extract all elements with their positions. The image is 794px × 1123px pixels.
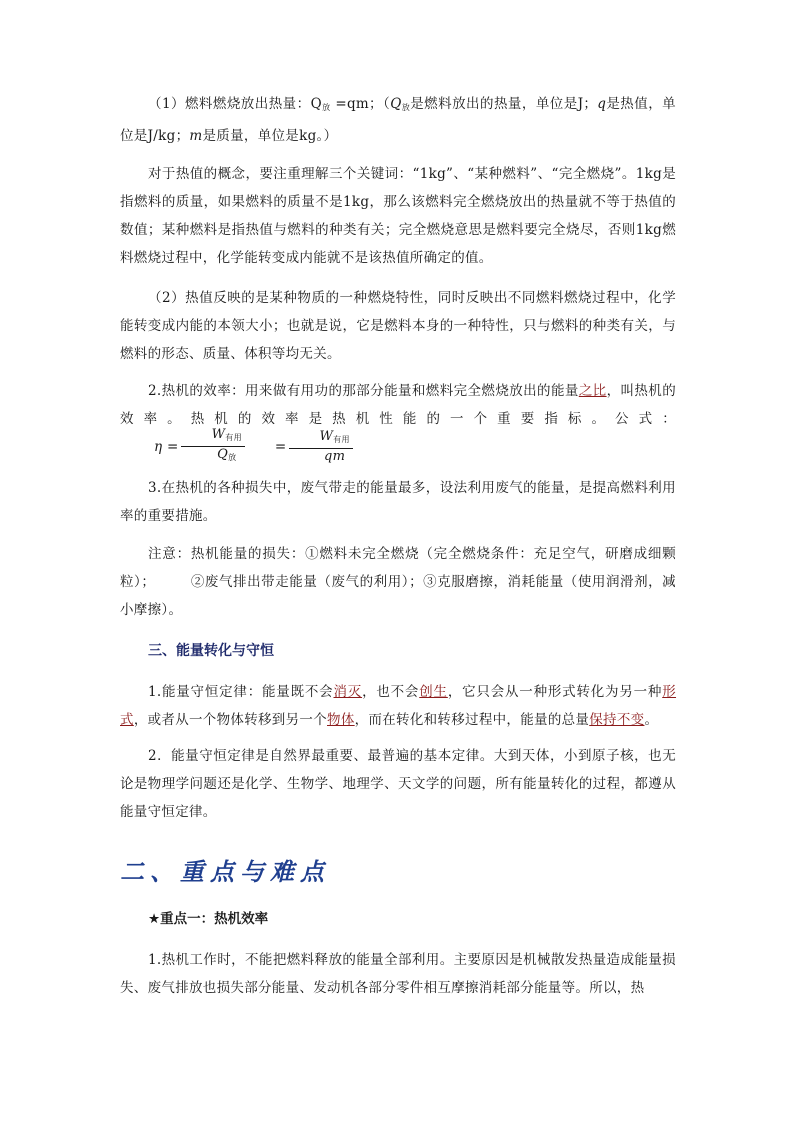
paragraph-fuel-heat — [120, 90, 676, 150]
fraction-w-over-qm — [289, 429, 353, 465]
underlined-term: 物体 — [327, 712, 355, 728]
subscript: 放 — [321, 103, 331, 112]
text: ，它只会从一种形式转化为另一种 — [447, 684, 663, 700]
section-three-title: 三、能量转化与守恒 — [148, 643, 274, 659]
subscript: 有用 — [333, 434, 350, 444]
paragraph-note-losses — [120, 540, 676, 624]
underlined-term: 形式 — [120, 684, 677, 728]
w-symbol: W — [211, 427, 226, 442]
eta-symbol: η = — [154, 438, 179, 455]
text: ，或者从一个物体转移到另一个 — [133, 712, 328, 728]
text: 2.热机的效率：用来做有用功的那部分能量和燃料完全燃烧放出的能量 — [148, 383, 579, 399]
paragraph-text: 注意：热机能量的损失：①燃料未完全燃烧（完全燃烧条件：充足空气，研磨成细颗粒）； ②废气排出带走能量（废气的利用）；③克服磨擦，消耗能量（使用润滑剂，减小摩擦）。 — [120, 546, 676, 618]
text: ，叫热机的效率。热机的效率是热机性能的一个重要指标。公式： — [120, 383, 677, 427]
paragraph-engine-losses — [120, 946, 676, 1002]
underlined-term: 之比 — [578, 383, 607, 399]
subscript: 放 — [401, 103, 411, 112]
paragraph-conservation-law — [120, 678, 676, 734]
subscript: 有用 — [225, 433, 242, 442]
text: （1）燃料燃烧放出热量：Q — [148, 96, 322, 112]
text: ，也不会 — [362, 684, 420, 700]
text: 是热值，单位是J/kg； — [120, 96, 676, 144]
equals-sign: = — [274, 438, 287, 455]
w-symbol: W — [319, 428, 334, 444]
paragraph-exhaust-loss — [120, 474, 676, 530]
paragraph-text: 3.在热机的各种损失中，废气带走的能量最多，设法利用废气的能量，是提高燃料利用率的重要措施。 — [120, 480, 676, 524]
efficiency-formula — [120, 427, 355, 466]
qm-symbol: qm — [324, 448, 346, 464]
fraction-w-over-q — [181, 427, 245, 466]
q-symbol: Q — [217, 447, 229, 462]
text: 1.能量守恒定律：能量既不会 — [148, 684, 334, 700]
text: 。 — [644, 712, 659, 728]
paragraph-text: 2．能量守恒定律是自然界最重要、最普遍的基本定律。大到天体，小到原子核，也无论是物理学问题还是化学、生物学、地理学、天文学的问题，所有能量转化的过程，都遵从能量守恒定律。 — [120, 748, 676, 820]
paragraph-text: 1.热机工作时，不能把燃料释放的能量全部利用。主要原因是机械散发热量造成能量损失、废气排放也损失部分能量、发动机各部分零件相互摩擦消耗部分能量等。所以，热 — [120, 952, 676, 996]
paragraph-text: 对于热值的概念，要注重理解三个关键词：“1kg”、“某种燃料”、“完全燃烧”。1kg是指燃料的质量，如果燃料的质量不是1kg，那么该燃料完全燃烧放出的热量就不等于热值的数值；某种燃料是指热值与燃料的种类有关；完全燃烧意思是燃料要完全烧尽，否则1kg燃料燃烧过程中，化学能转变成内能就不是该热值所确定的值。 — [120, 166, 676, 266]
paragraph-text: （2）热值反映的是某种物质的一种燃烧特性，同时反映出不同燃料燃烧过程中，化学能转变成内能的本领大小；也就是说，它是燃料本身的一种特性，只与燃料的种类有关，与燃料的形态、质量、体积等均无关。 — [120, 290, 676, 362]
paragraph-conservation-universal — [120, 742, 676, 826]
paragraph-heat-value-property — [120, 284, 676, 368]
symbol-q-heat: Q — [390, 96, 402, 112]
paragraph-efficiency — [120, 377, 676, 466]
text: ，而在转化和转移过程中，能量的总量 — [354, 712, 590, 728]
key-point-one-title: ★重点一：热机效率 — [148, 911, 269, 927]
big-heading-key-points: 二、重点与难点 — [120, 857, 330, 886]
symbol-m: m — [189, 128, 203, 144]
underlined-term: 创生 — [419, 684, 448, 700]
symbol-q-value: q — [597, 96, 607, 112]
text: 是燃料放出的热量，单位是J； — [410, 96, 598, 112]
text: =qm；（ — [330, 96, 391, 112]
subscript: 放 — [228, 453, 237, 462]
underlined-term: 保持不变 — [589, 712, 645, 728]
paragraph-heat-value-concept — [120, 160, 676, 272]
text: 是质量，单位是kg。） — [202, 128, 338, 144]
underlined-term: 消灭 — [333, 684, 363, 700]
